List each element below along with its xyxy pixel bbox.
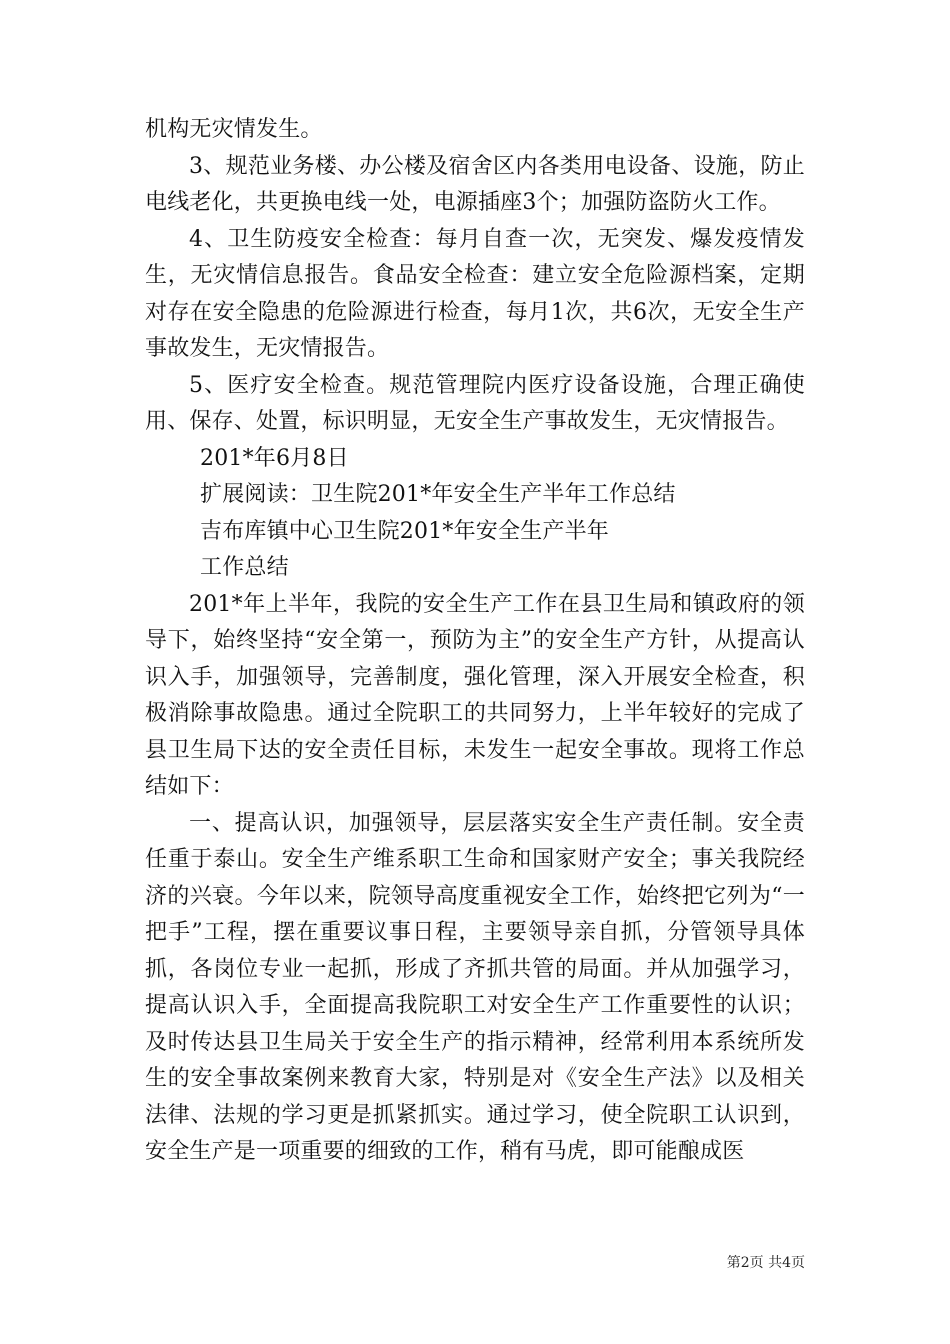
report-title-line-1: 吉布库镇中心卫生院201*年安全生产半年 bbox=[200, 518, 609, 544]
document-date: 201*年6月8日 bbox=[200, 445, 349, 471]
paragraph-item-3: 3、规范业务楼、办公楼及宿舍区内各类用电设备、设施，防止电线老化，共更换电线一处，电源插座3个；加强防盗防火工作。 bbox=[145, 153, 805, 215]
paragraph-continuation: 机构无灾情发生。 bbox=[145, 117, 323, 142]
paragraph-section-1: 一、提高认识，加强领导，层层落实安全生产责任制。安全责任重于泰山。安全生产维系职工生命和国家财产安全；事关我院经济的兴衰。今年以来，院领导高度重视安全工作，始终把它列为“一把手”工程，摆在重要议事日程，主要领导亲自抓，分管领导具体抓，各岗位专业一起抓，形成了齐抓共管的局面。并从加强学习，提高认识入手，全面提高我院职工对安全生产工作重要性的认识；及时传达县卫生局关于安全生产的指示精神，经常利用本系统所发生的安全事故案例来教育大家，特别是对《安全生产法》以及相关法律、法规的学习更是抓紧抓实。通过学习，使全院职工认识到，安全生产是一项重要的细致的工作，稍有马虎，即可能酿成医 bbox=[145, 810, 805, 1164]
paragraph-intro: 201*年上半年，我院的安全生产工作在县卫生局和镇政府的领导下，始终坚持“安全第一，预防为主”的安全生产方针，从提高认识入手，加强领导，完善制度，强化管理，深入开展安全检查，积极消除事故隐患。通过全院职工的共同努力，上半年较好的完成了县卫生局下达的安全责任目标，未发生一起安全事故。现将工作总结如下： bbox=[145, 591, 805, 799]
document-body bbox=[145, 112, 805, 1171]
paragraph-item-4: 4、卫生防疫安全检查：每月自查一次，无突发、爆发疫情发生，无灾情信息报告。食品安全检查：建立安全危险源档案，定期对存在安全隐患的危险源进行检查，每月1次，共6次，无安全生产事故发生，无灾情报告。 bbox=[145, 226, 805, 361]
report-title-line-2: 工作总结 bbox=[200, 555, 289, 580]
paragraph-item-5: 5、医疗安全检查。规范管理院内医疗设备设施，合理正确使用、保存、处置，标识明显，无安全生产事故发生，无灾情报告。 bbox=[145, 372, 805, 434]
extended-reading-heading: 扩展阅读：卫生院201*年安全生产半年工作总结 bbox=[200, 482, 676, 507]
page-number: 第2页 共4页 bbox=[726, 1255, 805, 1271]
